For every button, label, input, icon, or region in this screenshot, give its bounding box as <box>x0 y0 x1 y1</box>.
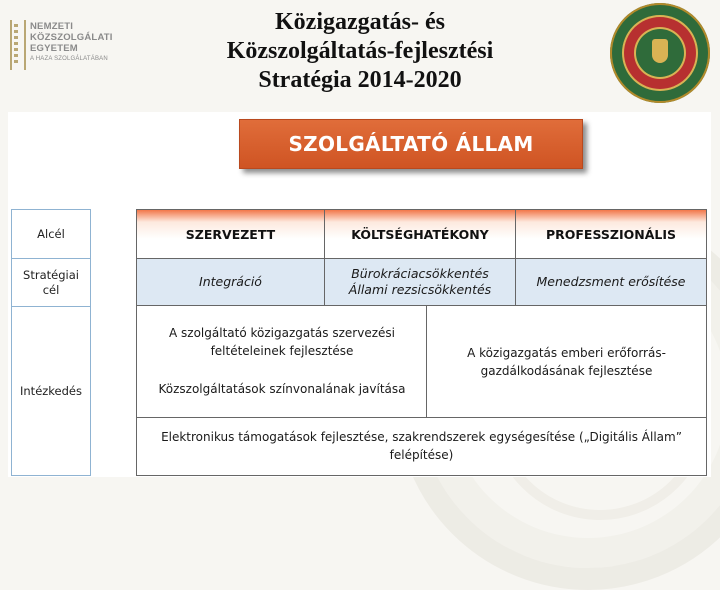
column-header-text: SZERVEZETT <box>185 226 276 242</box>
measure-cell-bottom <box>136 417 707 476</box>
column-header-professzionalis <box>515 209 707 259</box>
row-label-text: cél <box>42 282 60 297</box>
title-line: Közszolgáltatás-fejlesztési <box>226 38 494 64</box>
title-line: Közigazgatás- és <box>275 9 445 35</box>
title-line: Stratégia 2014-2020 <box>258 67 462 93</box>
measure-cell-left <box>136 305 428 418</box>
row-label-text: Stratégiai <box>23 267 79 282</box>
goal-text: Állami rezsicsökkentés <box>348 282 492 297</box>
row-label-strategiai-cel <box>11 258 91 307</box>
goal-cell-burokraciacsokkentes <box>324 258 516 306</box>
logo-line: KÖZSZOLGÁLATI <box>30 32 113 43</box>
column-header-text: KÖLTSÉGHATÉKONY <box>351 226 489 242</box>
logo-tagline: A HAZA SZOLGÁLATÁBAN <box>30 56 108 62</box>
measure-cell-right <box>426 305 707 418</box>
seal-crest-icon <box>652 39 668 63</box>
row-label-alcel <box>11 209 91 259</box>
banner-label: SZOLGÁLTATÓ ÁLLAM <box>288 132 534 156</box>
row-label-intezkedes <box>11 306 91 476</box>
row-label-text: Intézkedés <box>20 383 82 398</box>
row-label-text: Alcél <box>37 226 65 241</box>
goal-cell-integracio <box>136 258 325 306</box>
measure-text: felépítése) <box>389 448 454 462</box>
banner-szolgaltato-allam <box>239 119 583 169</box>
logo-mark-icon <box>10 20 26 70</box>
goal-text: Bürokráciacsökkentés <box>351 266 489 281</box>
column-header-szervezett <box>136 209 325 259</box>
column-header-text: PROFESSZIONÁLIS <box>545 226 677 242</box>
goal-cell-menedzsment <box>515 258 707 306</box>
column-header-koltseghatekony <box>324 209 516 259</box>
logo-line: EGYETEM <box>30 43 78 54</box>
measure-text: Közszolgáltatások színvonalának javítása <box>158 382 406 396</box>
measure-text: feltételeinek fejlesztése <box>210 344 354 358</box>
measure-text: gazdálkodásának fejlesztése <box>480 364 653 378</box>
measure-text: A szolgáltató közigazgatás szervezési <box>169 326 395 340</box>
goal-text: Menedzsment erősítése <box>536 274 686 289</box>
logo-text <box>30 21 113 64</box>
university-seal-icon <box>610 3 710 103</box>
slide-title <box>150 8 570 95</box>
university-logo <box>10 18 130 78</box>
measure-text: A közigazgatás emberi erőforrás- <box>467 346 666 360</box>
measure-text: Elektronikus támogatások fejlesztése, szakrendszerek egységesítése („Digitális Állam” <box>161 430 682 444</box>
goal-text: Integráció <box>199 274 262 289</box>
logo-line: NEMZETI <box>30 21 74 32</box>
